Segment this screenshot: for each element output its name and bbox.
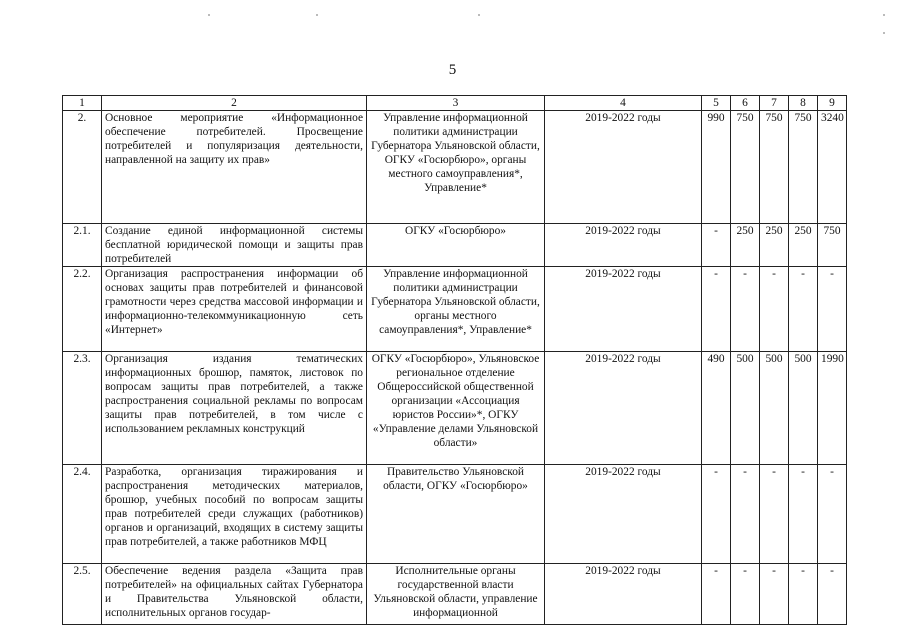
value-col6: - xyxy=(731,465,760,564)
responsible-party: Управление информационной политики администрации Губернатора Ульяновской области, органы местного самоуправления*, Управление* xyxy=(367,267,545,352)
header-cell: 2 xyxy=(102,96,367,111)
activity-description: Организация распространения информации об основах защиты прав потребителей и финансовой грамотности через средства массовой информации и информационно-телекоммуникационную сеть «Интернет» xyxy=(102,267,367,352)
table-row xyxy=(63,352,847,465)
value-col6: - xyxy=(731,267,760,352)
period: 2019-2022 годы xyxy=(545,111,702,224)
header-cell: 1 xyxy=(63,96,102,111)
value-col8: 250 xyxy=(789,224,818,267)
activity-description: Обеспечение ведения раздела «Защита прав потребителей» на официальных сайтах Губернатора и Правительства Ульяновской области, исполнительных органов государ- xyxy=(102,564,367,625)
scan-speck xyxy=(316,14,318,16)
table-row xyxy=(63,224,847,267)
value-col8: 750 xyxy=(789,111,818,224)
responsible-party: Исполнительные органы государственной власти Ульяновской области, управление информационной xyxy=(367,564,545,625)
value-col7: - xyxy=(760,267,789,352)
value-col5: - xyxy=(702,465,731,564)
row-number: 2.5. xyxy=(63,564,102,625)
header-cell: 4 xyxy=(545,96,702,111)
period: 2019-2022 годы xyxy=(545,465,702,564)
value-col7: 750 xyxy=(760,111,789,224)
table-row xyxy=(63,564,847,625)
responsible-party: Правительство Ульяновской области, ОГКУ «Госюрбюро» xyxy=(367,465,545,564)
value-col9: 3240 xyxy=(818,111,847,224)
header-cell: 5 xyxy=(702,96,731,111)
value-col5: - xyxy=(702,564,731,625)
value-col8: - xyxy=(789,564,818,625)
activity-description: Организация издания тематических информационных брошюр, памяток, листовок по вопросам защиты прав потребителей, а также распространения социальной рекламы по вопросам защиты прав потребителей, в том числе с использованием рекламных конструкций xyxy=(102,352,367,465)
table-row xyxy=(63,267,847,352)
activity-description: Разработка, организация тиражирования и распространения методических материалов, брошюр, учебных пособий по вопросам защиты прав потребителей среди служащих (работников) органов и организаций, входящих в систему защиты прав потребителей, а также работников МФЦ xyxy=(102,465,367,564)
responsible-party: Управление информационной политики администрации Губернатора Ульяновской области, ОГКУ «Госюрбюро», органы местного самоуправления*, Управление* xyxy=(367,111,545,224)
scan-speck xyxy=(883,32,885,34)
value-col9: - xyxy=(818,465,847,564)
program-table xyxy=(62,95,847,625)
value-col7: - xyxy=(760,465,789,564)
activity-description: Основное мероприятие «Информационное обеспечение потребителей. Просвещение потребителей и популяризация деятельности, направленной на защиту их прав» xyxy=(102,111,367,224)
value-col7: 500 xyxy=(760,352,789,465)
value-col7: 250 xyxy=(760,224,789,267)
row-number: 2.2. xyxy=(63,267,102,352)
value-col6: - xyxy=(731,564,760,625)
value-col5: 490 xyxy=(702,352,731,465)
scan-speck xyxy=(208,14,210,16)
period: 2019-2022 годы xyxy=(545,267,702,352)
value-col8: - xyxy=(789,465,818,564)
value-col7: - xyxy=(760,564,789,625)
value-col8: 500 xyxy=(789,352,818,465)
value-col6: 750 xyxy=(731,111,760,224)
table-row xyxy=(63,465,847,564)
header-cell: 6 xyxy=(731,96,760,111)
value-col9: 1990 xyxy=(818,352,847,465)
row-number: 2. xyxy=(63,111,102,224)
header-cell: 8 xyxy=(789,96,818,111)
value-col5: 990 xyxy=(702,111,731,224)
period: 2019-2022 годы xyxy=(545,224,702,267)
activity-description: Создание единой информационной системы бесплатной юридической помощи и защиты прав потребителей xyxy=(102,224,367,267)
value-col6: 250 xyxy=(731,224,760,267)
value-col9: - xyxy=(818,564,847,625)
period: 2019-2022 годы xyxy=(545,564,702,625)
row-number: 2.3. xyxy=(63,352,102,465)
value-col8: - xyxy=(789,267,818,352)
period: 2019-2022 годы xyxy=(545,352,702,465)
row-number: 2.4. xyxy=(63,465,102,564)
value-col6: 500 xyxy=(731,352,760,465)
value-col9: - xyxy=(818,267,847,352)
value-col5: - xyxy=(702,224,731,267)
table-row xyxy=(63,111,847,224)
value-col9: 750 xyxy=(818,224,847,267)
header-cell: 3 xyxy=(367,96,545,111)
responsible-party: ОГКУ «Госюрбюро», Ульяновское региональное отделение Общероссийской общественной организации «Ассоциация юристов России»*, ОГКУ «Управление делами Ульяновской области» xyxy=(367,352,545,465)
responsible-party: ОГКУ «Госюрбюро» xyxy=(367,224,545,267)
row-number: 2.1. xyxy=(63,224,102,267)
page-number: 5 xyxy=(448,62,457,78)
header-cell: 9 xyxy=(818,96,847,111)
header-cell: 7 xyxy=(760,96,789,111)
header-row xyxy=(63,96,847,111)
value-col5: - xyxy=(702,267,731,352)
table-body xyxy=(63,96,847,625)
scan-speck xyxy=(478,14,480,16)
scan-speck xyxy=(883,14,885,16)
